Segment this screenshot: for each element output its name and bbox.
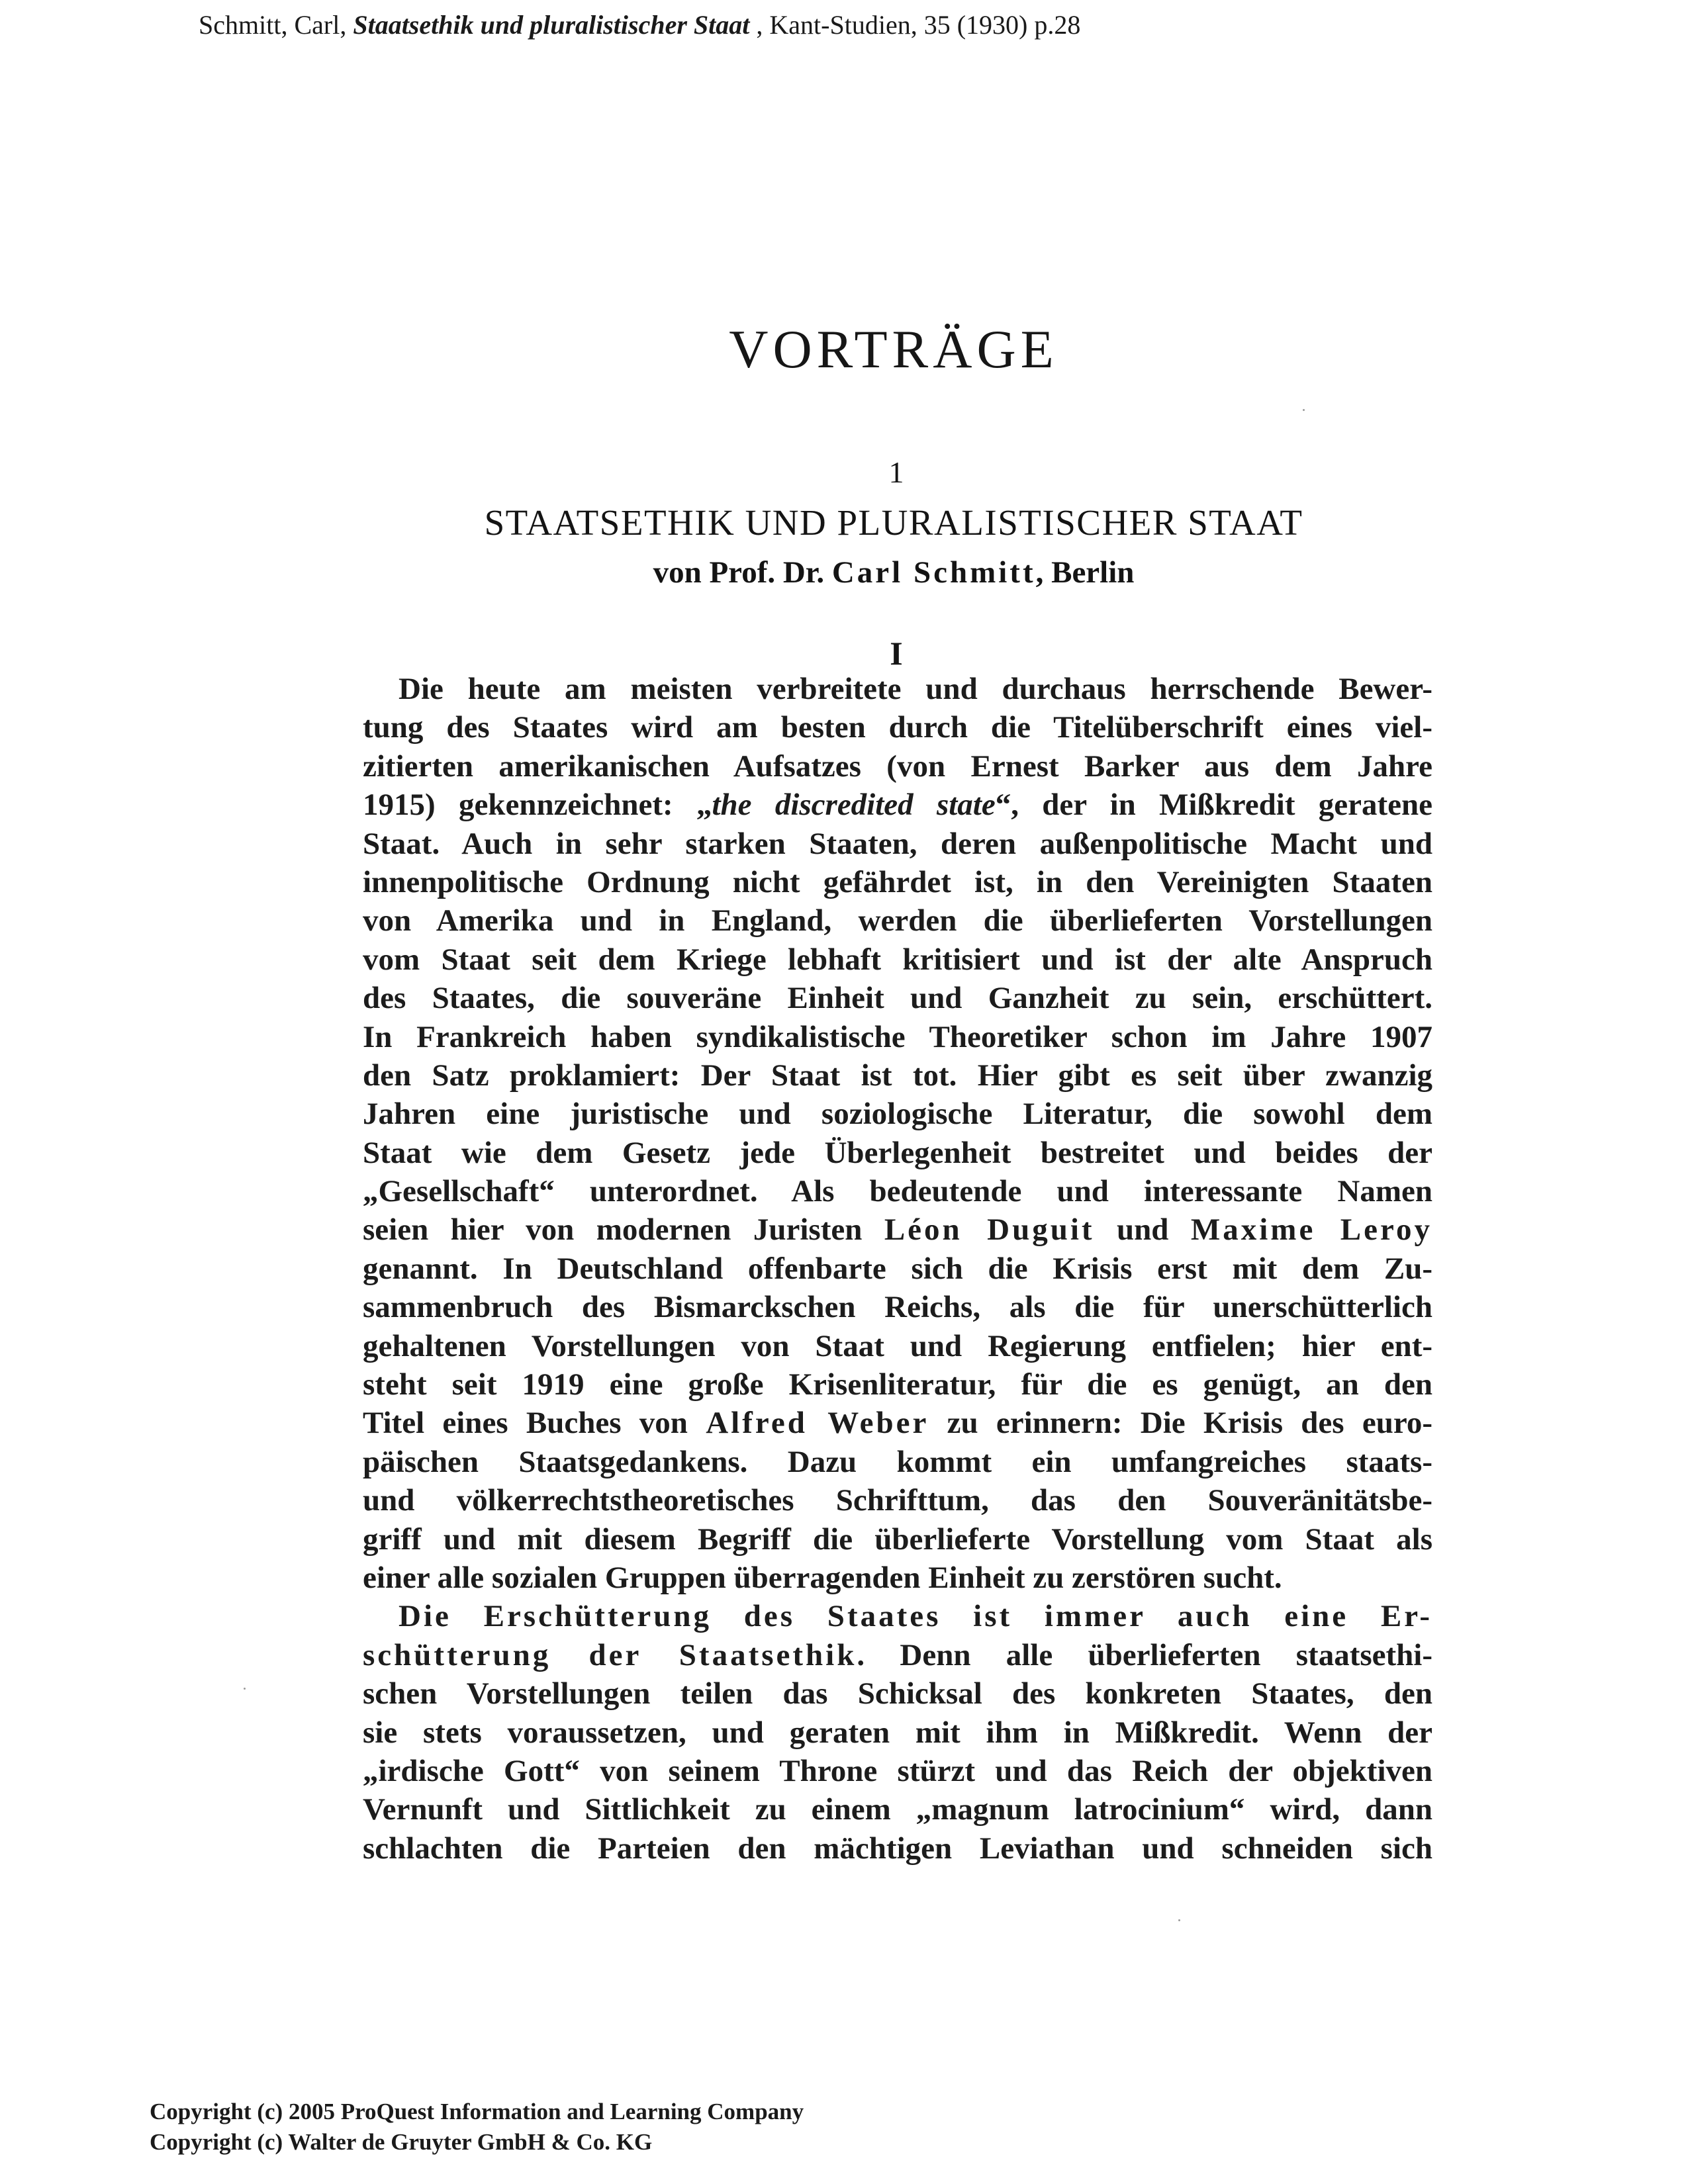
- text-line: Jahren eine juristische und soziologische Literatur, die sowohl dem: [363, 1097, 1432, 1132]
- text-line: schlachten die Parteien den mächtigen Leviathan und schneiden sich: [363, 1831, 1432, 1866]
- author-name: Carl Schmitt: [831, 555, 1036, 590]
- text-line: griff und mit diesem Begriff die überlieferte Vorstellung vom Staat als: [363, 1522, 1432, 1557]
- spaced-name: Maxime Leroy: [1190, 1212, 1432, 1248]
- text-line: [363, 786, 1432, 824]
- citation-header: [199, 5, 1080, 45]
- spaced-phrase: schütterung der Staatsethik: [363, 1637, 857, 1672]
- text-segment: “, der in Mißkredit geratene: [995, 788, 1432, 823]
- text-line: tung des Staates wird am besten durch die Titelüberschrift eines viel-: [363, 710, 1432, 745]
- text-line: steht seit 1919 eine große Krisenliteratur, für die es genügt, an den: [363, 1367, 1432, 1402]
- copyright-line: Copyright (c) 2005 ProQuest Information and Learning Company: [150, 2099, 804, 2124]
- text-line: Die Erschütterung des Staates ist immer auch eine Er-: [399, 1599, 1432, 1634]
- author-byline: [410, 549, 1377, 596]
- scan-speck: [1178, 1919, 1180, 1921]
- body-text: [363, 670, 1432, 1868]
- text-line: [363, 1404, 1432, 1442]
- text-line: und völkerrechtstheoretisches Schrifttum, das den Souveränitätsbe-: [363, 1483, 1432, 1518]
- text-line: gehaltenen Vorstellungen von Staat und Regierung entfielen; hier ent-: [363, 1328, 1432, 1363]
- text-line: päischen Staatsgedankens. Dazu kommt ein umfangreiches staats-: [363, 1444, 1432, 1479]
- text-segment: Titel eines Buches von: [363, 1406, 706, 1441]
- citation-prefix: Schmitt, Carl,: [199, 10, 353, 40]
- italic-phrase: the discredited state: [712, 788, 996, 823]
- text-line: schen Vorstellungen teilen das Schicksal des konkreten Staates, den: [363, 1676, 1432, 1711]
- text-line: sie stets voraussetzen, und geraten mit ihm in Mißkredit. Wenn der: [363, 1715, 1432, 1750]
- text-line: von Amerika und in England, werden die überlieferten Vorstellungen: [363, 903, 1432, 938]
- text-line: des Staates, die souveräne Einheit und Ganzheit zu sein, erschüttert.: [363, 981, 1432, 1016]
- text-segment: seien hier von modernen Juristen: [363, 1212, 884, 1248]
- text-line: Die heute am meisten verbreitete und durchaus herrschende Bewer-: [399, 672, 1432, 706]
- text-line: [363, 1210, 1432, 1249]
- text-segment: zu erinnern: Die Krisis des euro-: [929, 1406, 1432, 1441]
- spaced-name: Alfred Weber: [706, 1406, 929, 1441]
- section-number: I: [890, 635, 903, 672]
- text-segment: . Denn alle überlieferten staatsethi-: [857, 1637, 1433, 1672]
- text-segment: und: [1094, 1212, 1191, 1248]
- text-line: genannt. In Deutschland offenbarte sich die Krisis erst mit dem Zu-: [363, 1251, 1432, 1286]
- spaced-name: Léon Duguit: [884, 1212, 1095, 1248]
- text-line: den Satz proklamiert: Der Staat ist tot. Hier gibt es seit über zwanzig: [363, 1058, 1432, 1093]
- text-line: Staat. Auch in sehr starken Staaten, deren außenpolitische Macht und: [363, 826, 1432, 861]
- text-line: In Frankreich haben syndikalistische Theoretiker schon im Jahre 1907: [363, 1019, 1432, 1054]
- citation-suffix: , Kant-Studien, 35 (1930) p.28: [749, 10, 1081, 40]
- citation-title: Staatsethik und pluralistischer Staat: [353, 10, 750, 40]
- copyright-line: Copyright (c) Walter de Gruyter GmbH & Co. KG: [150, 2129, 653, 2155]
- scan-speck: [1303, 409, 1305, 411]
- text-line: vom Staat seit dem Kriege lebhaft kritisiert und ist der alte Anspruch: [363, 942, 1432, 977]
- text-line: Staat wie dem Gesetz jede Überlegenheit bestreitet und beides der: [363, 1135, 1432, 1170]
- text-line: Vernunft und Sittlichkeit zu einem „magnum latrocinium“ wird, dann: [363, 1792, 1432, 1827]
- copyright-notice: [150, 2097, 804, 2158]
- text-segment: 1915) gekennzeichnet: „: [363, 788, 712, 823]
- text-line: [363, 1636, 1432, 1674]
- text-line: einer alle sozialen Gruppen überragenden Einheit zu zerstören sucht.: [363, 1560, 1282, 1595]
- lecture-number: 1: [888, 455, 904, 489]
- article-title: STAATSETHIK UND PLURALISTISCHER STAAT: [484, 502, 1303, 543]
- byline-prefix: von Prof. Dr.: [653, 555, 832, 590]
- scan-speck: [244, 1688, 246, 1690]
- byline-location: , Berlin: [1035, 555, 1135, 590]
- text-line: „Gesellschaft“ unterordnet. Als bedeutende und interessante Namen: [363, 1174, 1432, 1209]
- text-line: innenpolitische Ordnung nicht gefährdet ist, in den Vereinigten Staaten: [363, 864, 1432, 899]
- section-heading: VORTRÄGE: [729, 319, 1058, 379]
- text-line: zitierten amerikanischen Aufsatzes (von Ernest Barker aus dem Jahre: [363, 749, 1432, 784]
- text-line: „irdische Gott“ von seinem Throne stürzt und das Reich der objektiven: [363, 1753, 1432, 1788]
- text-line: sammenbruch des Bismarckschen Reichs, als die für unerschütterlich: [363, 1290, 1432, 1325]
